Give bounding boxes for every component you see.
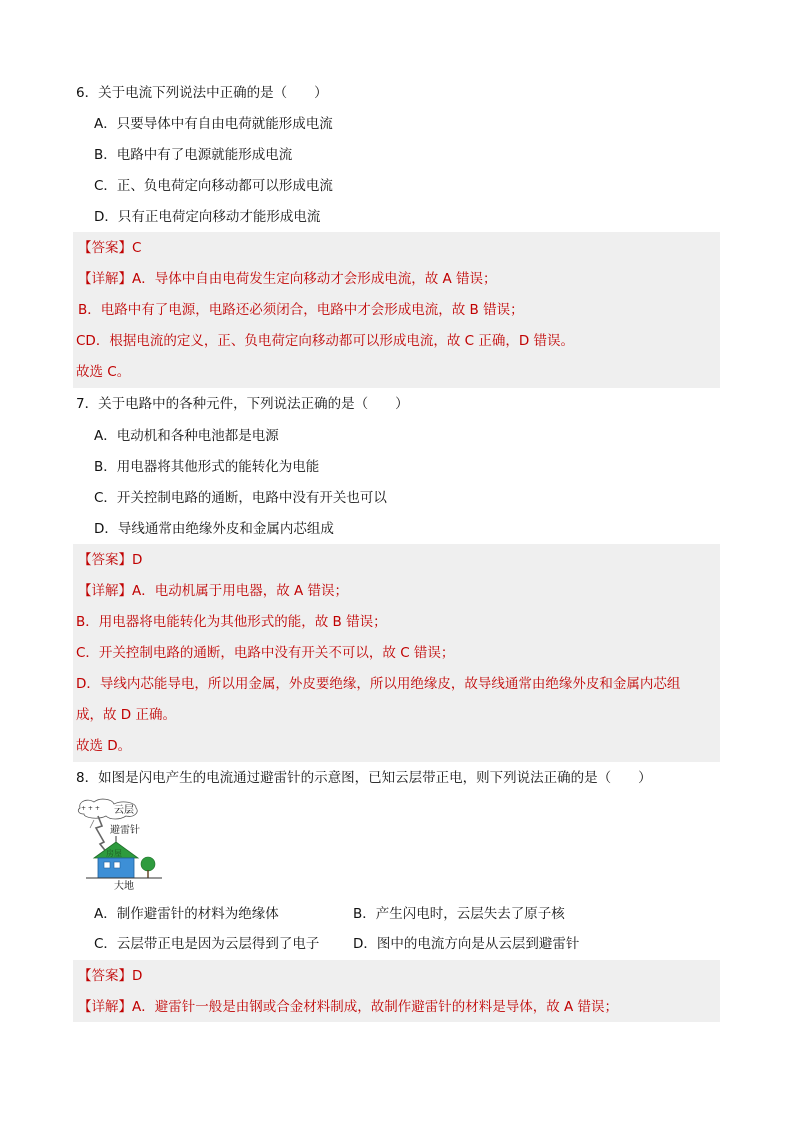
q7-option-d: D．导线通常由绝缘外皮和金属内芯组成: [94, 521, 334, 537]
rod-label: 避雷针: [110, 825, 140, 836]
q6-option-a: A．只要导体中有自由电荷就能形成电流: [94, 116, 333, 132]
q7-detail-6: 故选 D。: [76, 738, 132, 754]
q6-option-d: D．只有正电荷定向移动才能形成电流: [94, 209, 321, 225]
q6-detail-2: B．电路中有了电源，电路还必须闭合，电路中才会形成电流，故 B 错误；: [78, 302, 524, 318]
q6-detail-4: 故选 C。: [76, 364, 131, 380]
q7-option-c: C．开关控制电路的通断，电路中没有开关也可以: [94, 490, 387, 506]
q7-detail-4: D．导线内芯能导电，所以用金属，外皮要绝缘，所以用绝缘皮，故导线通常由绝缘外皮和金属内芯组: [76, 676, 681, 692]
q7-answer: 【答案】D: [78, 552, 143, 568]
tree-crown: [141, 857, 155, 871]
q7-detail-3: C．开关控制电路的通断，电路中没有开关不可以，故 C 错误；: [76, 645, 455, 661]
q6-detail-1: 【详解】A．导体中自由电荷发生定向移动才会形成电流，故 A 错误；: [78, 271, 497, 287]
q7-option-a: A．电动机和各种电池都是电源: [94, 428, 279, 444]
cloud-label: 云层: [114, 805, 134, 816]
q6-answer-block: [73, 232, 720, 388]
house-label: 房屋: [106, 849, 122, 858]
q8-option-a: A．制作避雷针的材料为绝缘体: [94, 906, 279, 922]
q6-option-c: C．正、负电荷定向移动都可以形成电流: [94, 178, 333, 194]
cloud-plus-signs: + + +: [81, 805, 100, 812]
q7-stem: 7．关于电路中的各种元件，下列说法正确的是（ ）: [76, 396, 409, 412]
q7-detail-2: B．用电器将电能转化为其他形式的能，故 B 错误；: [76, 614, 387, 630]
house-window-left: [104, 862, 110, 868]
ground-label: 大地: [114, 881, 134, 890]
q8-detail-1: 【详解】A．避雷针一般是由钢或合金材料制成，故制作避雷针的材料是导体，故 A 错误；: [78, 999, 619, 1015]
q7-detail-1: 【详解】A．电动机属于用电器，故 A 错误；: [78, 583, 349, 599]
q8-stem: 8．如图是闪电产生的电流通过避雷针的示意图，已知云层带正电，则下列说法正确的是（ ）: [76, 770, 652, 786]
q7-answer-block: [73, 544, 720, 762]
q6-detail-3: CD．根据电流的定义，正、负电荷定向移动都可以形成电流，故 C 正确，D 错误。: [76, 333, 575, 349]
lightning-branch: [90, 820, 94, 828]
q6-answer: 【答案】C: [78, 240, 142, 256]
q6-option-b: B．电路中有了电源就能形成电流: [94, 147, 293, 163]
lightning-rod-figure: [76, 798, 168, 890]
q8-answer: 【答案】D: [78, 968, 143, 984]
q7-detail-5: 成，故 D 正确。: [76, 707, 176, 723]
q8-option-d: D．图中的电流方向是从云层到避雷针: [353, 936, 580, 952]
q6-stem: 6．关于电流下列说法中正确的是（ ）: [76, 85, 328, 101]
q8-answer-block: [73, 960, 720, 1022]
house-window-right: [114, 862, 120, 868]
q8-option-b: B．产生闪电时，云层失去了原子核: [353, 906, 565, 922]
q8-option-c: C．云层带正电是因为云层得到了电子: [94, 936, 320, 952]
q7-option-b: B．用电器将其他形式的能转化为电能: [94, 459, 320, 475]
